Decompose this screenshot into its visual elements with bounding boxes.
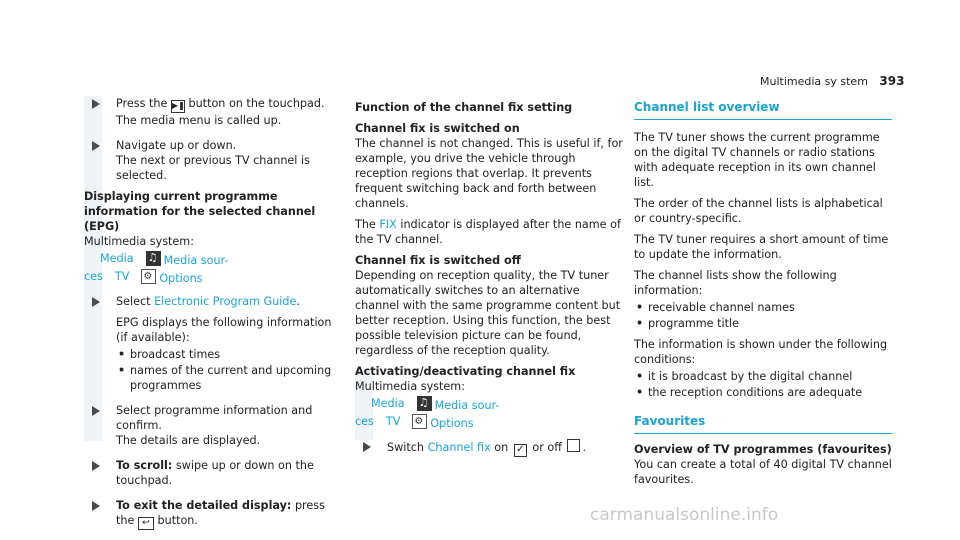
step-arrow-icon bbox=[92, 406, 100, 416]
step-press-button bbox=[84, 96, 346, 128]
subheading-fix-off: Channel fix is switched off bbox=[355, 254, 521, 267]
step-scroll bbox=[84, 458, 346, 488]
text: The bbox=[355, 218, 376, 231]
text: indicator is displayed after the name of the TV channel. bbox=[355, 218, 621, 246]
paragraph: The order of the channel lists is alphabetical or country-specific. bbox=[634, 197, 883, 225]
list-item: • it is broadcast by the digital channel bbox=[634, 369, 892, 384]
step-result: The details are displayed. bbox=[116, 434, 261, 447]
path-options[interactable]: Options bbox=[430, 417, 474, 430]
paragraph: The channel lists show the following information: bbox=[634, 269, 837, 297]
page-header bbox=[760, 74, 950, 89]
path-media[interactable]: Media bbox=[371, 397, 405, 410]
back-icon: ↩ bbox=[138, 517, 154, 530]
multimedia-system-label: Multimedia system: bbox=[84, 235, 194, 248]
step-text: Select programme information and confirm. bbox=[116, 404, 313, 432]
subheading-favourites: Overview of TV programmes (favourites) bbox=[634, 443, 892, 456]
channel-info-list bbox=[634, 300, 892, 331]
column-1 bbox=[84, 96, 346, 540]
skip-forward-icon: ▶❚ bbox=[171, 100, 185, 113]
step-result: The media menu is called up. bbox=[116, 114, 282, 127]
step-select-epg bbox=[84, 294, 346, 393]
step-text: press the bbox=[116, 499, 325, 527]
electronic-program-guide-link[interactable]: Electronic Program Guide bbox=[154, 295, 297, 308]
step-label: To exit the detailed display: bbox=[116, 499, 292, 512]
column-3 bbox=[634, 96, 892, 487]
music-source-icon bbox=[146, 251, 161, 266]
path-tv[interactable]: TV bbox=[385, 415, 401, 428]
menu-path bbox=[355, 396, 623, 431]
paragraph: The TV tuner shows the current programme on the digital TV channels or radio stations with adequate reception in its own channel list. bbox=[634, 131, 880, 189]
page-number: 393 bbox=[879, 74, 905, 88]
heading-channel-fix: Function of the channel fix setting bbox=[355, 101, 573, 114]
step-text: Select bbox=[116, 295, 151, 308]
step-text: . bbox=[582, 441, 587, 454]
path-media-sources[interactable]: Media sour- bbox=[434, 399, 500, 412]
subheading-epg: Displaying current programme information for the selected channel (EPG) bbox=[84, 190, 316, 233]
checkbox-unchecked-icon bbox=[567, 439, 580, 452]
paragraph-fix-off: Depending on reception quality, the TV tuner automatically switches to an alternative channel with the same programme content but better reception. Using this function, the best possible television picture can be found, regardless of the reception quality. bbox=[355, 269, 621, 357]
step-arrow-icon bbox=[92, 501, 100, 511]
list-item: • names of the current and upcoming programmes bbox=[116, 363, 346, 393]
step-description: EPG displays the following information (if available): bbox=[116, 316, 332, 344]
step-label: To scroll: bbox=[116, 459, 173, 472]
step-arrow-icon bbox=[92, 297, 100, 307]
menu-path bbox=[84, 251, 346, 286]
path-tv[interactable]: TV bbox=[114, 270, 130, 283]
subheading-activate: Activating/deactivating channel fix bbox=[355, 365, 576, 378]
header-section: Multimedia sy stem bbox=[760, 75, 868, 88]
step-text: button on the touchpad. bbox=[188, 97, 325, 110]
section-heading-channel-list: Channel list overview bbox=[634, 100, 892, 120]
options-gear-icon bbox=[141, 269, 156, 284]
step-result: The next or previous TV channel is selected. bbox=[116, 154, 310, 182]
path-media-sources-cont[interactable]: ces bbox=[84, 270, 103, 283]
step-arrow-icon bbox=[363, 442, 371, 452]
multimedia-system-label: Multimedia system: bbox=[355, 380, 465, 393]
epg-info-list bbox=[116, 347, 346, 393]
path-media[interactable]: Media bbox=[100, 252, 134, 265]
step-text: on bbox=[494, 441, 509, 454]
step-text: Switch bbox=[387, 441, 424, 454]
step-arrow-icon bbox=[92, 141, 100, 151]
options-gear-icon bbox=[412, 414, 427, 429]
step-select-info bbox=[84, 403, 346, 448]
step-exit-detail bbox=[84, 498, 346, 530]
channel-fix-link[interactable]: Channel fix bbox=[427, 441, 491, 454]
paragraph: The information is shown under the following conditions: bbox=[634, 338, 888, 366]
music-source-icon bbox=[417, 396, 432, 411]
paragraph: The TV tuner requires a short amount of time to update the information. bbox=[634, 233, 889, 261]
step-text: button. bbox=[157, 514, 198, 527]
fix-indicator-label: FIX bbox=[379, 218, 397, 231]
list-item: • broadcast times bbox=[116, 347, 346, 362]
step-text: swipe up or down on the touchpad. bbox=[116, 459, 314, 487]
path-options[interactable]: Options bbox=[159, 272, 203, 285]
path-media-sources-cont[interactable]: ces bbox=[355, 415, 374, 428]
step-navigate bbox=[84, 138, 346, 183]
step-text: or off bbox=[532, 441, 562, 454]
path-media-sources[interactable]: Media sour- bbox=[163, 254, 229, 267]
step-switch-channel-fix bbox=[355, 439, 623, 457]
list-item: • the reception conditions are adequate bbox=[634, 385, 892, 400]
step-text: Navigate up or down. bbox=[116, 139, 237, 152]
watermark: carmanualsonline.info bbox=[590, 505, 779, 525]
step-arrow-icon bbox=[92, 461, 100, 471]
section-heading-favourites: Favourites bbox=[634, 414, 892, 434]
conditions-list bbox=[634, 369, 892, 400]
paragraph: You can create a total of 40 digital TV channel favourites. bbox=[634, 458, 892, 486]
column-2 bbox=[355, 96, 623, 467]
list-item: • receivable channel names bbox=[634, 300, 892, 315]
list-item: • programme title bbox=[634, 316, 892, 331]
step-text: . bbox=[296, 295, 300, 308]
step-text: Press the bbox=[116, 97, 168, 110]
paragraph-fix-on: The channel is not changed. This is useful if, for example, you drive the vehicle through reception regions that overlap. It prevents frequent switching back and forth between channels. bbox=[355, 137, 623, 210]
checkbox-checked-icon bbox=[514, 444, 527, 457]
step-arrow-icon bbox=[92, 99, 100, 109]
subheading-fix-on: Channel fix is switched on bbox=[355, 122, 520, 135]
